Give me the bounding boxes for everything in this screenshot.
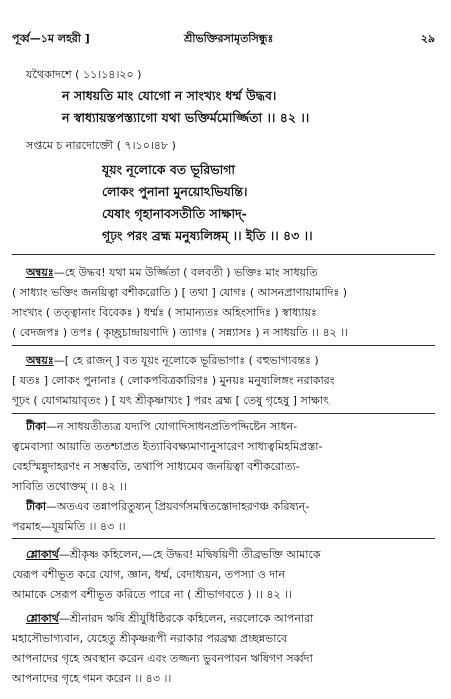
tika-label: টীকা (26, 420, 47, 433)
text-line: —হে উদ্ধব! যথা মম উর্জ্জিতা ( বলবতী ) ভক্তিঃ মাং সাধয়তি (53, 266, 318, 279)
source-reference: যথৈকাদশে ( ১১।১৪।২০ ) (26, 68, 142, 81)
text-line: ( বেদজপঃ ) তপঃ ( কৃচ্ছ্রচান্দ্রায়ণাদি ) ত্যাগঃ ( সন্ন্যাসঃ ) ন সাধয়তি ।। ৪২ ।। (12, 326, 349, 339)
source-reference: সপ্তমে চ নারদোক্তৌ ( ৭।১০।৪৮ ) (26, 139, 176, 152)
verse-line: লোকং পুনানা মুনয়োঽভিযন্তি। (102, 184, 248, 199)
text-line: আমাকে সেরূপ বশীভূত করিতে পারে না ( শ্রীভাগবতে ) ।। ৪২ ।। (12, 588, 293, 601)
header-left: পূর্ব্ব—১ম লহরী ] (12, 32, 90, 45)
text-line: আপনাদের গৃহে অবস্থান করেন এবং তজ্জন্য ভুবনপাবন ঋষিগণ সর্ব্বদা (12, 652, 313, 665)
text-line: যেরূপ বশীভূত করে যোগ, জ্ঞান, ধর্ম্ম, বেদাধ্যয়ন, তপস্যা ও দান (12, 568, 285, 581)
slokartha-paragraph (26, 546, 321, 565)
text-line: সাংখ্যং ( তত্ত্বানাং বিবেকঃ ) ধর্ম্মঃ ( সামান্যতঃ অহিংসাদিঃ ) স্বাধ্যায়ঃ (12, 306, 317, 319)
text-line: —শ্রীনারদ ঋষি শ্রীযুধিষ্ঠিরকে কহিলেন, নরলোকে আপনারা (58, 612, 314, 625)
slokartha-paragraph (26, 610, 313, 629)
text-line: —শ্রীকৃষ্ণ কহিলেন,—হে উদ্ধব! মদ্বিষয়িণী তীব্রভক্তি আমাকে (58, 548, 321, 561)
anvaya-paragraph (26, 264, 318, 283)
anvaya-label: অন্বয়ঃ (26, 354, 54, 367)
text-line: বেহস্মিন্নুদাহরণং ন সম্ভবতি, তথাপি সাধ্যমেব জনয়িত্বা বশীকরোত্য- (12, 460, 300, 473)
text-line: মহাসৌভাগ্যবান, যেহেতু শ্রীকৃষ্ণরূপী নরাকার পরব্রহ্ম প্রচ্ছন্নভাবে (12, 632, 287, 645)
page-header (12, 30, 435, 48)
text-line: —অতএব তন্নাপরিতুষ্যন্ প্রিয়বর্গসমন্বিতস্তোদাহরণঞ্চ করিষ্যন্- (46, 500, 310, 513)
page-number: ২৯ (420, 32, 435, 45)
text-line: সাবিতি তথোক্তম্ ।। ৪২ ।। (12, 480, 127, 493)
verse-line: যেষাং গৃহানাবসতীতি সাক্ষাদ্- (102, 206, 247, 221)
tika-label: টীকা (26, 500, 47, 513)
text-line: [ যতঃ ] লোকং পুনানাঃ ( লোকপবিত্রকারিণঃ ) মুনয়ঃ মনুষ্যলিঙ্গং নরাকারং (12, 374, 335, 387)
text-line: আপনাদের গৃহে গমন করেন ।। ৪৩ ।। (12, 672, 172, 685)
divider (12, 254, 435, 255)
divider (12, 413, 435, 414)
verse-line: ন সাধয়তি মাং যোগো ন সাংখ্যং ধর্ম্ম উদ্ধব। (62, 88, 277, 103)
verse-line: ন স্বাধ্যায়স্তপস্ত্যাগো যথা ভক্তির্মমোর্জ্জিতা ।। ৪২ ।। (62, 110, 310, 125)
verse-line: গূঢ়ং পরং ব্রহ্ম মনুষ্যলিঙ্গম্ ।। ইতি ।। ৪৩ ।। (102, 228, 313, 243)
text-line: —ন সাধয়তীত্যত্র যদ্যপি যোগাদিসাধনপ্রতিপদ্দিষ্টেন সাধন- (46, 420, 298, 433)
anvaya-label: অন্বয়ঃ (26, 266, 54, 279)
divider (12, 538, 435, 539)
text-line: ( সাধ্যাং ভক্তিং জনয়িত্বা বশীকরোতি ) [ তথা ] যোগঃ ( আসনপ্রাণায়ামাদিঃ ) (12, 286, 348, 299)
text-line: গূঢ়ং ( যোগমায়াবৃতং ) [ যৎ শ্রীকৃষ্ণাখ্যং ] পরং ব্রহ্ম [ তেষু গৃহেষু ] সাক্ষাৎ (12, 394, 329, 407)
slokartha-label: শ্লোকার্থ (26, 548, 59, 561)
text-line: —[ হে রাজন্ ] বত যূয়ং নূলোকে ভূরিভাগাঃ ( বহুভাগ্যবন্তঃ ) (53, 354, 319, 367)
text-line: পরমাহ—যূয়মিতি ।। ৪৩ ।। (12, 520, 126, 533)
divider (12, 345, 435, 346)
header-title: শ্রীভক্তিরসামৃতসিন্ধুঃ (184, 32, 274, 45)
text-line: ত্বমেবাস্যা আয়াতি ততশ্চাপ্রত ইত্যাবিবক্ষ্যমাণানুসারেণ সাধ্যত্বমিহমিপ্রস্তা- (12, 440, 323, 453)
slokartha-label: শ্লোকার্থ (26, 612, 59, 625)
tika-paragraph (26, 418, 297, 437)
verse-line: যূয়ং নূলোকে বত ভূরিভাগা (102, 162, 236, 177)
anvaya-paragraph (26, 352, 319, 371)
tika-paragraph (26, 498, 309, 517)
